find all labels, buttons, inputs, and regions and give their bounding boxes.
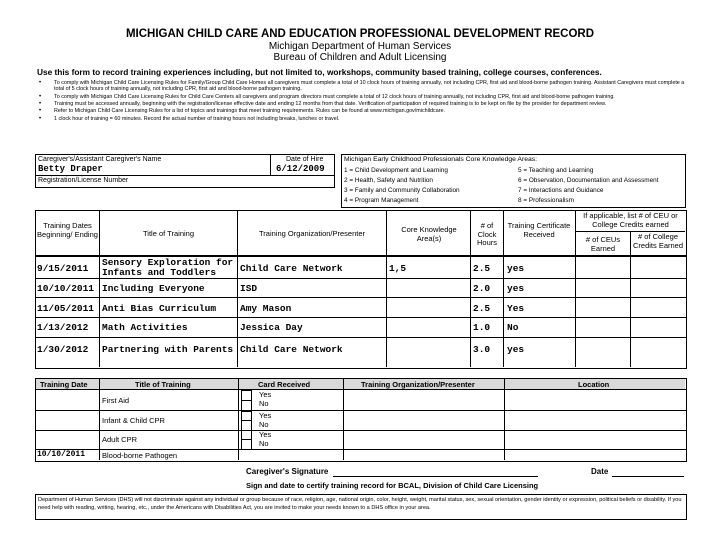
hire-date-label: Date of Hire bbox=[286, 156, 324, 163]
col-header-ceus: # of CEUs Earned bbox=[585, 235, 621, 253]
row-cert[interactable]: No bbox=[507, 322, 519, 333]
req-header-location: Location bbox=[578, 380, 610, 389]
row-date[interactable]: 1/13/2012 bbox=[37, 322, 89, 333]
caregiver-name-field[interactable]: Betty Draper bbox=[38, 164, 103, 174]
instructions-list bbox=[36, 80, 692, 123]
row-title[interactable]: Including Everyone bbox=[102, 283, 205, 294]
row-hours[interactable]: 1.0 bbox=[473, 322, 491, 333]
nondiscrimination-statement: Department of Human Services (DHS) will not discriminate against any individual or group because of race, religion, age, national origin, color, height, weight, marital status, sex, sexual orientation, gender identity or expression, political beliefs or disability. If you need help with reading, writing, hearing, etc., under the Americans with Disabilities Act, you are invited to make your needs known to a DHS office in your area. bbox=[38, 497, 682, 511]
req-title-infant-cpr: Infant & Child CPR bbox=[102, 416, 165, 425]
core-area-5: 5 = Teaching and Learning bbox=[518, 167, 594, 174]
row-area[interactable]: 1,5 bbox=[389, 263, 407, 274]
core-area-7: 7 = Interactions and Guidance bbox=[518, 187, 604, 194]
row-cert[interactable]: yes bbox=[507, 263, 525, 274]
col-header-title: Title of Training bbox=[143, 229, 194, 238]
req-date-bloodborne[interactable]: 10/10/2011 bbox=[37, 450, 86, 459]
row-cert[interactable]: yes bbox=[507, 283, 525, 294]
row-title[interactable]: Math Activities bbox=[102, 322, 188, 333]
page-title: MICHIGAN CHILD CARE AND EDUCATION PROFESSIONAL DEVELOPMENT RECORD bbox=[125, 28, 595, 40]
row-hours[interactable]: 3.0 bbox=[473, 344, 491, 355]
first-aid-yes-label: Yes bbox=[259, 390, 272, 399]
adult-cpr-yes-label: Yes bbox=[259, 430, 272, 439]
req-title-adult-cpr: Adult CPR bbox=[102, 435, 138, 444]
hire-date-field[interactable]: 6/12/2009 bbox=[276, 164, 325, 174]
core-area-4: 4 = Program Management bbox=[344, 197, 419, 204]
row-org[interactable]: Jessica Day bbox=[240, 322, 303, 333]
intro-text: Use this form to record training experiences including, but not limited to, workshops, community based training, college courses, conferences. bbox=[37, 67, 602, 77]
row-date[interactable]: 9/15/2011 bbox=[37, 263, 89, 274]
row-org[interactable]: ISD bbox=[240, 283, 258, 294]
instruction-item: • Refer to Michigan Child Care Licensing Rules for a list of topics and trainings that meet training requirements. Rules can be found at www.michigan.gov/michildcare. bbox=[36, 108, 692, 114]
col-header-college: # of College Credits Earned bbox=[632, 232, 684, 250]
req-title-bloodborne: Blood-borne Pathogen bbox=[102, 451, 178, 460]
core-area-3: 3 = Family and Community Collaboration bbox=[344, 187, 460, 194]
row-date[interactable]: 10/10/2011 bbox=[37, 283, 95, 294]
signature-label: Caregiver's Signature bbox=[246, 467, 329, 476]
row-org[interactable]: Child Care Network bbox=[240, 344, 343, 355]
row-title[interactable]: Anti Bias Curriculum bbox=[102, 303, 217, 314]
row-org[interactable]: Amy Mason bbox=[240, 303, 292, 314]
row-org[interactable]: Child Care Network bbox=[240, 263, 343, 274]
req-title-first-aid: First Aid bbox=[102, 396, 130, 405]
core-areas-left bbox=[344, 166, 460, 206]
req-header-card: Card Received bbox=[258, 380, 311, 389]
row-date[interactable]: 11/05/2011 bbox=[37, 303, 95, 314]
adult-cpr-no-label: No bbox=[259, 439, 269, 448]
first-aid-no-label: No bbox=[259, 399, 269, 408]
signature-field[interactable] bbox=[333, 463, 538, 476]
row-cert[interactable]: Yes bbox=[507, 303, 525, 314]
instruction-item: • To comply with Michigan Child Care Licensing Rules for Family/Group Child Care Homes all caregivers must complete a total of 10 clock hours of training annually, not including CPR, first aid and blood-borne pathogen training. Assistant Caregivers must complete a total of 5 clock hours of training annually, not including CPR, first aid and blood-borne pathogen training. bbox=[36, 80, 692, 92]
row-title[interactable]: Sensory Exploration for Infants and Toddlers bbox=[102, 257, 234, 278]
date-label: Date bbox=[591, 467, 609, 476]
row-hours[interactable]: 2.0 bbox=[473, 283, 491, 294]
core-areas-title: Michigan Early Childhood Professionals Core Knowledge Areas: bbox=[344, 156, 538, 163]
core-areas-right bbox=[518, 166, 659, 206]
col-header-org: Training Organization/Presenter bbox=[258, 229, 366, 238]
registration-label: Registration/License Number bbox=[38, 177, 129, 184]
row-title[interactable]: Partnering with Parents bbox=[102, 344, 234, 355]
instruction-item: • Training must be accessed annually, beginning with the registration/license effective date and ending 12 months from that date. Verification of participation of required training is to be kept on file by the provider for department review. bbox=[36, 101, 692, 107]
core-area-2: 2 = Health, Safety and Nutrition bbox=[344, 177, 433, 184]
col-header-credits-group: If applicable, list # of CEU or College Credits earned bbox=[583, 211, 678, 229]
department-name: Michigan Department of Human Services bbox=[268, 41, 452, 52]
core-area-8: 8 = Professionalism bbox=[518, 197, 574, 204]
bureau-name: Bureau of Children and Adult Licensing bbox=[273, 52, 447, 63]
core-area-1: 1 = Child Development and Learning bbox=[344, 167, 448, 174]
row-hours[interactable]: 2.5 bbox=[473, 263, 491, 274]
col-header-cert: Training Certificate Received bbox=[507, 221, 571, 239]
col-header-area: Core Knowledge Area(s) bbox=[401, 225, 457, 243]
row-hours[interactable]: 2.5 bbox=[473, 303, 491, 314]
adult-cpr-no-checkbox[interactable] bbox=[241, 439, 252, 450]
instruction-item: • To comply with Michigan Child Care Licensing Rules for Child Care Centers all caregivers and program directors must complete a total of 12 clock hours of training annually, not including CPR, first aid and blood-borne pathogen training. bbox=[36, 94, 692, 100]
infant-cpr-yes-label: Yes bbox=[259, 411, 272, 420]
col-header-hours: # of Clock Hours bbox=[476, 221, 497, 247]
req-header-org: Training Organization/Presenter bbox=[361, 380, 475, 389]
col-header-dates: Training Dates Beginning/ Ending bbox=[37, 221, 98, 239]
caregiver-name-label: Caregiver's/Assistant Caregiver's Name bbox=[38, 156, 162, 163]
instruction-item: • 1 clock hour of training = 60 minutes. Record the actual number of training hours not including breaks, lunches or travel. bbox=[36, 116, 692, 122]
core-area-6: 6 = Observation, Documentation and Assessment bbox=[518, 177, 659, 184]
row-cert[interactable]: yes bbox=[507, 344, 525, 355]
infant-cpr-no-label: No bbox=[259, 420, 269, 429]
signature-date-field[interactable] bbox=[612, 463, 684, 476]
signature-note: Sign and date to certify training record for BCAL, Division of Child Care Licensing bbox=[246, 481, 539, 490]
row-date[interactable]: 1/30/2012 bbox=[37, 344, 89, 355]
req-header-date: Training Date bbox=[40, 380, 88, 389]
first-aid-no-checkbox[interactable] bbox=[241, 400, 252, 411]
req-header-title: Title of Training bbox=[135, 380, 191, 389]
